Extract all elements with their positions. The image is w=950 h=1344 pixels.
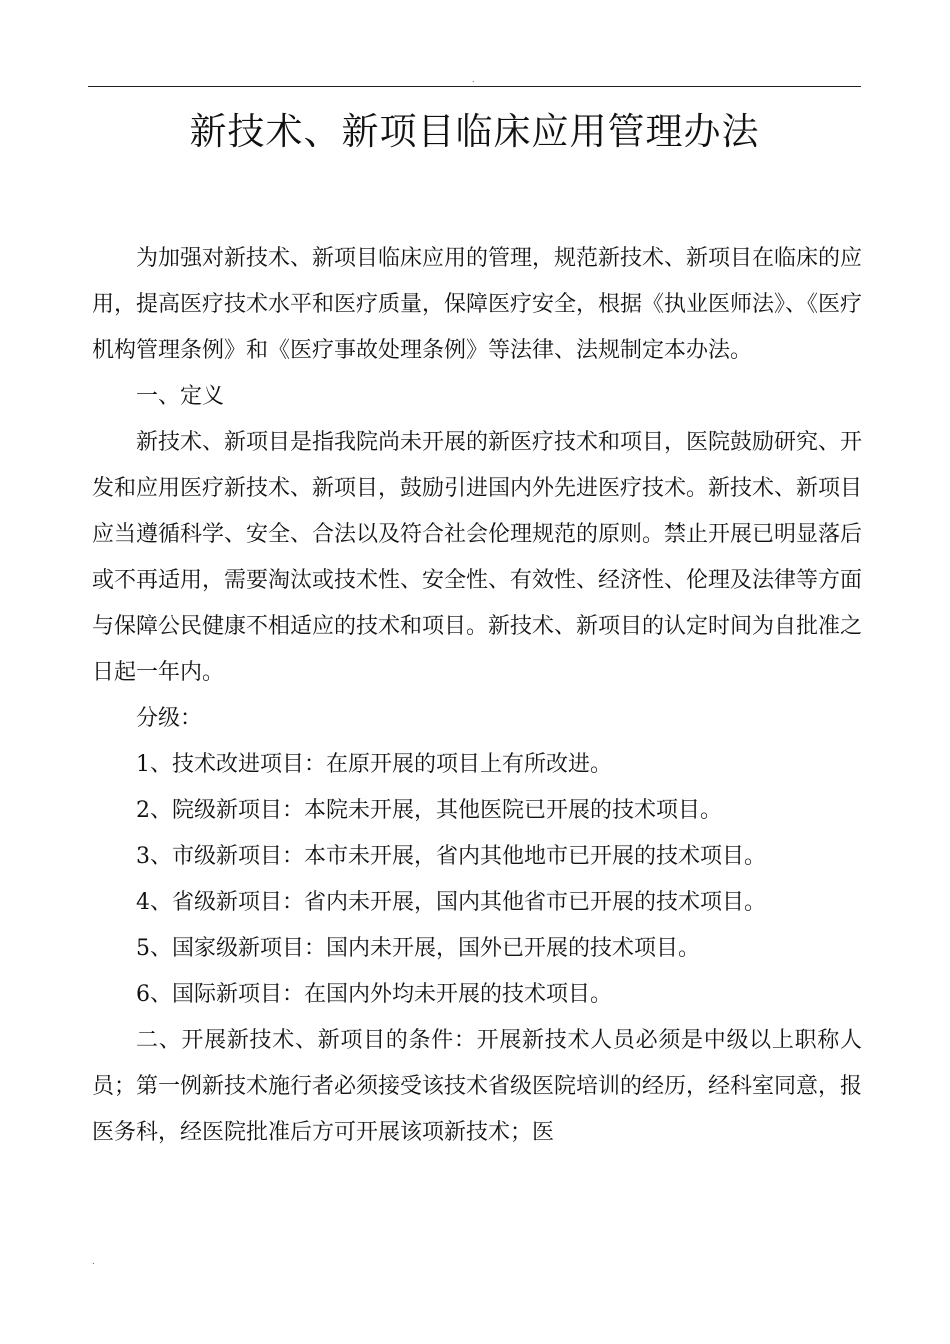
list-item-grade-1: 1、技术改进项目：在原开展的项目上有所改进。: [136, 752, 612, 777]
section-heading-definition: 一、定义: [136, 384, 225, 409]
footer-mark: .: [92, 1257, 95, 1266]
list-item-grade-5: 5、国家级新项目：国内未开展，国外已开展的技术项目。: [136, 936, 700, 961]
list-item-grade-3: 3、市级新项目：本市未开展，省内其他地市已开展的技术项目。: [136, 844, 766, 869]
list-item-grade-2: 2、院级新项目：本院未开展，其他医院已开展的技术项目。: [136, 798, 722, 823]
list-item-grade-6: 6、国际新项目：在国内外均未开展的技术项目。: [136, 982, 612, 1007]
paragraph-intro: 为加强对新技术、新项目临床应用的管理，规范新技术、新项目在临床的应用，提高医疗技术水平和医疗质量，保障医疗安全，根据《执业医师法》、《医疗机构管理条例》和《医疗事故处理条例》等法律、法规制定本办法。: [92, 246, 863, 363]
paragraph-conditions: 二、开展新技术、新项目的条件：开展新技术人员必须是中级以上职称人员；第一例新技术施行者必须接受该技术省级医院培训的经历，经科室同意，报医务科，经医院批准后方可开展该项新技术；医: [92, 1028, 863, 1145]
paragraph-definition: 新技术、新项目是指我院尚未开展的新医疗技术和项目，医院鼓励研究、开发和应用医疗新技术、新项目，鼓励引进国内外先进医疗技术。新技术、新项目应当遵循科学、安全、合法以及符合社会伦理规范的原则。禁止开展已明显落后或不再适用，需要淘汰或技术性、安全性、有效性、经济性、伦理及法律等方面与保障公民健康不相适应的技术和项目。新技术、新项目的认定时间为自批准之日起一年内。: [92, 430, 863, 685]
header-rule: [88, 86, 861, 87]
section-heading-grading: 分级：: [136, 706, 203, 731]
header-mark: .: [472, 75, 475, 84]
list-item-grade-4: 4、省级新项目：省内未开展，国内其他省市已开展的技术项目。: [136, 890, 766, 915]
document-title: 新技术、新项目临床应用管理办法: [189, 110, 760, 153]
document-body: [92, 236, 862, 1156]
